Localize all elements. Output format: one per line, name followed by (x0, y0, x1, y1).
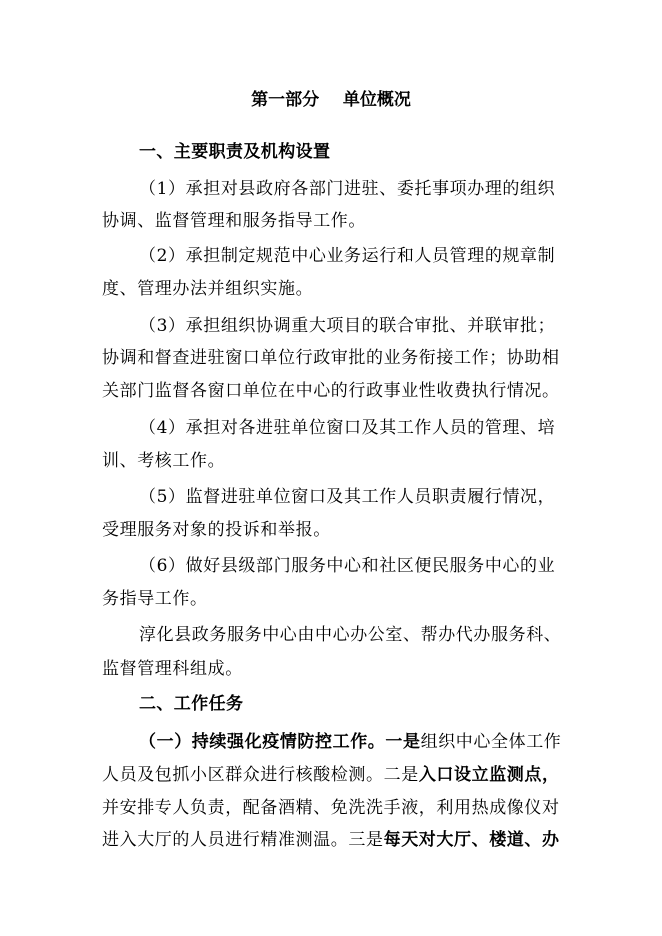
task-text: 每天对大厅、楼道、办 (383, 830, 560, 850)
paragraph-line: 协调、监督管理和服务指导工作。 (102, 211, 366, 231)
page-title: 第一部分 单位概况 (251, 90, 411, 110)
paragraph-line: （2）承担制定规范中心业务运行和人员管理的规章制 (139, 246, 556, 266)
task-text: 入口设立监测点， (418, 765, 560, 785)
task-heading: （一）持续强化疫情防控工作。 (139, 732, 386, 752)
section-heading-responsibilities: 一、主要职责及机构设置 (139, 142, 331, 162)
paragraph-line: 务指导工作。 (102, 589, 208, 609)
paragraph-line: （1）承担对县政府各部门进驻、委托事项办理的组织 (139, 179, 556, 199)
task-paragraph-line: 并安排专人负责，配备酒精、免洗洗手液，利用热成像仪对 (102, 798, 560, 818)
paragraph-line: 关部门监督各窗口单位在中心的行政事业性收费执行情况。 (102, 381, 560, 401)
task-paragraph-line (139, 729, 561, 755)
paragraph-line: （3）承担组织协调重大项目的联合审批、并联审批； (139, 316, 556, 336)
task-point-label: 一是 (385, 732, 421, 752)
task-text: 人员及包抓小区群众进行核酸检测。二是 (102, 765, 419, 785)
paragraph-line: 监督管理科组成。 (102, 659, 243, 679)
paragraph-line: （5）监督进驻单位窗口及其工作人员职责履行情况， (139, 487, 556, 507)
paragraph-line: 协调和督查进驻窗口单位行政审批的业务衔接工作；协助相 (102, 348, 560, 368)
paragraph-line: （4）承担对各进驻单位窗口及其工作人员的管理、培 (139, 418, 556, 438)
paragraph-line: 受理服务对象的投诉和举报。 (102, 520, 331, 540)
task-text: 组织中心全体工作 (420, 732, 562, 752)
paragraph-line: 淳化县政务服务中心由中心办公室、帮办代办服务科、 (139, 625, 562, 645)
section-heading-tasks: 二、工作任务 (139, 694, 244, 714)
paragraph-line: 度、管理办法并组织实施。 (102, 279, 314, 299)
task-paragraph-line (102, 762, 560, 788)
task-text: 进入大厅的人员进行精准测温。三是 (102, 830, 384, 850)
paragraph-line: 训、考核工作。 (102, 451, 226, 471)
paragraph-line: （6）做好县级部门服务中心和社区便民服务中心的业 (139, 556, 556, 576)
task-paragraph-line (102, 827, 560, 853)
